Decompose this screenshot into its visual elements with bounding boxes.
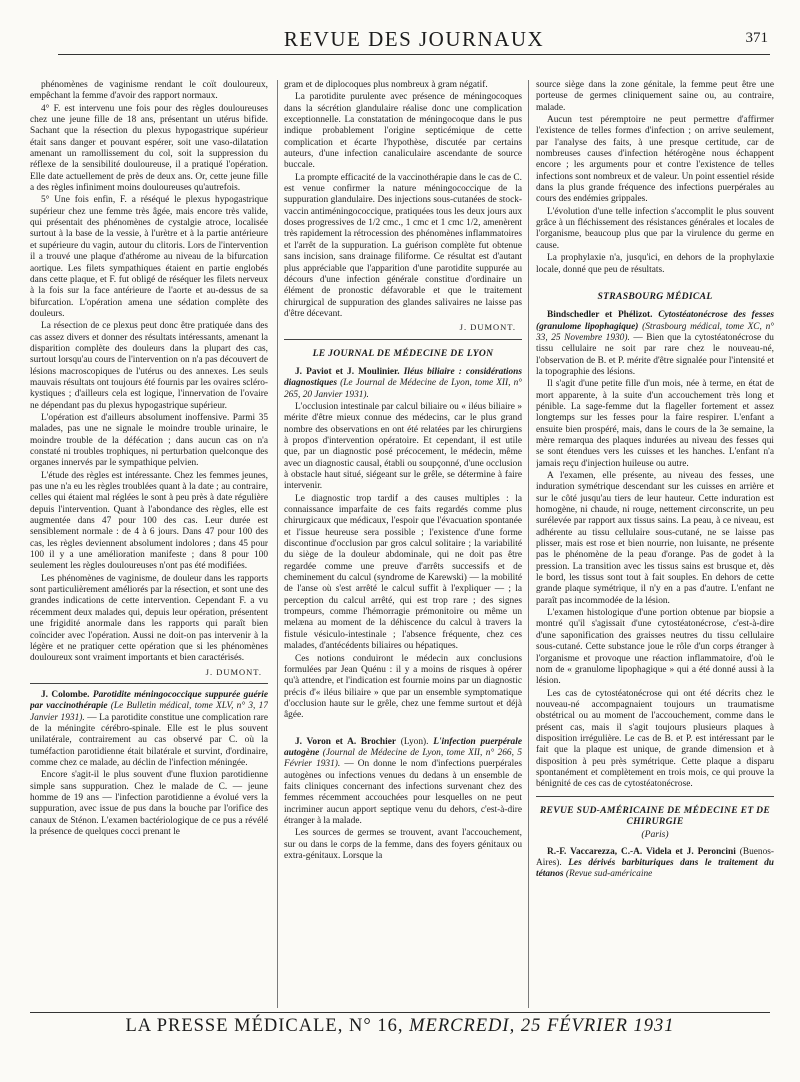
body-paragraph: La prompte efficacité de la vaccinothérapie dans le cas de C. est venue confirmer la nature méningococcique de la suppuration glandulaire. Des injections sous-cutanées de stock-vaccin antiméningococcique, pratiquées tous les deux jours aux doses progressives de 1/2 cmc., 1 cmc et 1 cmc 1/2, amenèrent très rapidement la rétrocession des phénomènes inflammatoires et l'arrêt de la suppuration. La guérison complète fut obtenue sans incision, sans drainage filiforme. Ce résultat est d'autant plus appréciable que l'apparition d'une parotidite suppurée au décours d'une infection générale constitue d'ordinaire un élément de pronostic défavorable et que le traitement chirurgical de suppuration des glandes salivaires ne laisse pas d'être décevant. [284, 172, 522, 319]
divider [536, 281, 774, 283]
divider [30, 683, 268, 684]
article-author: J. Paviot et J. Moulinier. [295, 366, 400, 377]
article-title: Parotidite méningococcique suppurée guérie par vaccinothérapie [30, 689, 268, 712]
body-paragraph: Encore s'agit-il le plus souvent d'une fluxion parotidienne simple sans suppuration. Chez le malade de C. — jeune homme de 19 ans — l'infection parotidienne a évolué vers la suppuration, avec issue de pus dans la bouche par l'orifice des canaux de Sténon. L'examen bactériologique de ce pus a révélé la présence de quelques cocci prenant le [30, 770, 268, 837]
page-header [58, 24, 770, 55]
article-source: (Le Journal de Médecine de Lyon, tome XII, n° 265, 20 Janvier 1931). [284, 378, 522, 400]
body-paragraph: source siège dans la zone génitale, la femme peut être une porteuse de germes cliniquement saine ou, au contraire, malade. [536, 80, 774, 113]
journal-heading: LE JOURNAL DE MÉDECINE DE LYON [312, 347, 494, 359]
body-paragraph: 5° Une fois enfin, F. a réséqué le plexus hypogastrique supérieur chez une femme très âgée, mais encore très valide, qui présentait des phénomènes de cystalgie atroce, localisée surtout à la base de la vessie, à l'urètre et à la partie antérieure et supérieure du vagin, autour du clitoris. Lors de l'intervention il a trouvé une plaque d'athérome au niveau de la bifurcation aortique. Les filets sympathiques étaient en partie englobés dans cette plaque, et F. fut obligé de réséquer les filets nerveux à la fois sur la face antérieure de l'aorte et au-dessus de sa bifurcation. L'opération amena une sédation complète des douleurs. [30, 195, 268, 319]
signature: J. DUMONT. [459, 322, 516, 333]
body-paragraph: L'évolution d'une telle infection s'accomplit le plus souvent grâce à un fléchissement des résistances générales et locales de l'organisme, beaucoup plus que par la virulence du germe en cause. [536, 206, 774, 251]
divider [284, 339, 522, 340]
body-paragraph: Les sources de germes se trouvent, avant l'accouchement, sur ou dans le corps de la femme, dans des foyers génitaux ou extra-génitaux. Lorsque la [284, 828, 522, 861]
article-author: J. Colombe. [41, 689, 90, 700]
article-author: Bindschedler et Phélizot. [547, 310, 653, 321]
article-heading [284, 737, 522, 828]
body-paragraph: Les cas de cytostéatonécrose qui ont été décrits chez le nouveau-né accompagnaient toujours un traumatisme obstétrical ou au moment de l'accouchement, comme dans le présent cas, mais il s'agit toujours plusieurs plaques à disposition irrégulière. Le cas de B. et P. est intéressant par le fait que la plaque est unique, de grande dimension et à disposition à peu près symétrique. Cette plaque a disparu spontanément et complètement en trois mois, ce qui prouve la bénignité de ces cas de cytostéatonécrose. [536, 688, 774, 790]
article-source: (Le Bulletin médical, tome XLV, n° 3, 17 Janvier 1931). [30, 701, 268, 723]
page-footer [30, 1012, 770, 1037]
body-paragraph: — On donne le nom d'infections puerpérales autogènes ou infections venues du dedans à un ensemble de faits cliniques concernant des infections survenant chez des femmes récemment accouchées pour lesquelles on ne peut incriminer aucun apport septique venu du dehors, c'est-à-dire étranger à la malade. [284, 759, 522, 826]
article-author: J. Voron et A. Brochier [295, 736, 396, 747]
body-paragraph: phénomènes de vaginisme rendant le coït douloureux, empêchant la femme d'avoir des rapport normaux. [30, 80, 268, 102]
article-source: (Strasbourg médical, tome XC, n° 33, 25 Novembre 1930). [536, 321, 774, 343]
article-title: Les dérivés barbituriques dans le traitement du tétanos [536, 858, 774, 880]
body-paragraph: Ces notions conduiront le médecin aux conclusions formulées par Jean Quénu : il y a moins de risques à opérer qu'à attendre, et l'indication est fournie moins par un diagnostic précis d'« iléus biliaire » que par un ensemble symptomatique d'occlusion haute sur le grêle, chez une femme surtout et déjà âgée. [284, 653, 522, 721]
article-title: Cytostéatonécrose des fesses (granulome lipophagique) [536, 310, 774, 332]
footer-journal: LA PRESSE MÉDICALE, N° 16, [125, 1016, 404, 1036]
body-paragraph: Aucun test péremptoire ne peut permettre d'affirmer l'existence de telles formes d'infection ; on arrive seulement, par l'analyse des faits, à une presque certitude, car de nombreuses causes d'infection hétérogène nous échappent encore ; les arguments pour et contre l'existence de telles infections sont nombreux et de valeur. Un point essentiel réside dans la plus grande fréquence des infections puerpérales au cours des endémies grippales. [536, 115, 774, 205]
column-rule [277, 80, 278, 1008]
page-number: 371 [745, 30, 768, 46]
body-paragraph: — La parotidite constitue une complication rare de la méningite cérébro-spinale. Elle est le plus souvent unilatérale, contrairement au cas observé par C. où la tuméfaction parotidienne était bilatérale et survint, d'ordinaire, comme chez ce malade, au déclin de l'infection méningée. [30, 712, 268, 768]
journal-heading: REVUE SUD-AMÉRICAINE DE MÉDECINE ET DE CHIRURGIE [539, 804, 771, 827]
signature: J. DUMONT. [205, 666, 262, 677]
author-city: (Lyon). [400, 736, 429, 747]
body-paragraph: A l'examen, elle présente, au niveau des fesses, une induration symétrique descendant sur les cuisses en arrière et sur le côté jusqu'au tiers de leur hauteur. Cette induration est homogène, ni chaude, ni rouge, nettement circonscrite, un peu surélevée par rapport aux tissus sains. La peau, à ce niveau, est adhérente au tissu cellulaire sous-cutané, ne se laisse pas plisser, mais est rose et bien nourrie, non luisante, ne présente pas le phénomène de la peau d'orange. Pas de godet à la pression. La transition avec les tissus sains est brusque et, dès le bord, les tissus sont tout à fait souples. En dehors de cette grande plaque symétrique, il n'y en a pas d'autre. L'enfant ne paraît pas incommodée de la lésion. [536, 471, 774, 606]
article-source: (Journal de Médecine de Lyon, tome XII, n° 266, 5 Février 1931). [284, 747, 522, 770]
footer-line [30, 1016, 770, 1037]
body-paragraph: L'étude des règles est intéressante. Chez les femmes jeunes, pas une n'a eu les règles troublées quant à la date ; au contraire, celles qui étaient mal réglées le sont à peu près à date régulière depuis l'intervention. Quant à l'abondance des règles, elle est augmentée dans 47 pour 100 des cas. Leur durée est sensiblement normale : de 4 à 6 jours. Dans 47 pour 100 des cas, les règles deviennent absolument indolores ; dans 45 pour 100 il y a une amélioration manifeste ; dans 8 pour 100 seulement les règles douloureuses n'ont pas été modifiées. [30, 470, 268, 572]
article-author: R.-F. Vaccarezza, C.-A. Videla et J. Peroncini [547, 846, 736, 857]
divider [536, 796, 774, 797]
body-paragraph: L'opération est d'ailleurs absolument inoffensive. Parmi 35 malades, pas une ne signale le moindre trouble urinaire, le moindre trouble de la défécation ; dans aucun cas on n'a constaté ni troubles trophiques, ni perturbation quelconque des organes innervés par le sympathique pelvien. [30, 412, 268, 469]
body-paragraph: Les phénomènes de vaginisme, de douleur dans les rapports sont particulièrement améliorés par la résection, et sont une des grandes indications de cette intervention. Cependant F. a vu récemment deux malades qui, depuis leur opération, présentent une frigidité anormale dans les rapports qui paraît bien coïncider avec l'opération. Aussi ne doit-on pas intervenir à la légère et ne pratiquer cette opération que si les phénomènes douloureux sont vraiment importants et bien caractérisés. [30, 573, 268, 664]
column-3 [536, 80, 774, 1008]
body-paragraph: L'occlusion intestinale par calcul biliaire ou « iléus biliaire » mérite d'être mieux connue des médecins, car le plus grand nombre des observations en ont été relatées par les chirurgiens à propos d'intervention opératoire. Et cependant, il est utile que, par un diagnostic posé précocement, le médecin, même avec un diagnostic causal, établi ou soupçonné, d'une occlusion à obstacle haut situé, siégeant sur le grêle, se détermine à faire intervenir. [284, 401, 522, 492]
body-paragraph: — Bien que la cytostéatonécrose du tissu cellulaire ne soit par rare chez le nouveau-né, l'observation de B. et P. mérite d'être signalée pour l'intensité et la topographie des lésions. [536, 332, 774, 377]
journal-heading: STRASBOURG MÉDICAL [597, 290, 713, 302]
column-1 [30, 80, 268, 1008]
article-heading [536, 847, 774, 881]
author-city: (Buenos-Aires). [536, 846, 774, 868]
body-paragraph: Il s'agit d'une petite fille d'un mois, née à terme, en état de mort apparente, à la suite d'un accouchement très long et pénible. La sage-femme dut la flageller fortement et assez longtemps sur les fesses pour la faire respirer. L'enfant a ensuite bien prospéré, mais, dans le cours de la 3e semaine, la mère remarqua des plaques indurées au niveau des fesses qui se sont étendues vers les cuisses et les hanches. L'enfant n'a jamais reçu d'injection huileuse ou autre. [536, 379, 774, 469]
article-source: (Revue sud-américaine [565, 869, 653, 880]
footer-date: MERCREDI, 25 FÉVRIER 1931 [409, 1016, 675, 1036]
article-heading [536, 310, 774, 378]
article-heading [30, 690, 268, 769]
body-paragraph: L'examen histologique d'une portion obtenue par biopsie a montré qu'il s'agissait d'une cytostéatonécrose, c'est-à-dire d'une saponification des graisses neutres du tissu cellulaire sous-cutané. Cette substance joue le rôle d'un corps étranger à l'organisme et provoque une réaction inflammatoire, d'où le nom de « granulome lipophagique » qui a été donné aussi à la lésion. [536, 608, 774, 687]
body-paragraph: La prophylaxie n'a, jusqu'ici, en dehors de la prophylaxie locale, donné que peu de résultats. [536, 253, 774, 275]
article-title: L'infection puerpérale autogène [284, 736, 522, 758]
column-rule [528, 80, 529, 1008]
article-title: Iléus biliaire : considérations diagnostiques [284, 366, 522, 389]
body-paragraph: gram et de diplocoques plus nombreux à gram négatif. [284, 80, 488, 90]
running-title: REVUE DES JOURNAUX [283, 27, 545, 51]
body-paragraph: 4° F. est intervenu une fois pour des règles douloureuses chez une jeune fille de 18 ans, présentant un utérus bifide. Sachant que la résection du plexus hypogastrique supérieur était sans danger et pouvant espérer, soit une vaso-dilatation amenant un ramollissement du col, soit la suppression du réflexe de la sensibilité douloureuse, il a pratiqué l'opération. Elle date actuellement de près de deux ans. Or, cette jeune fille a des règles infiniment moins douloureuses qu'autrefois. [30, 103, 268, 194]
body-paragraph: La parotidite purulente avec présence de méningocoques dans la sécrétion glandulaire réalise donc une complication exceptionnelle. La constatation de méningocoque dans le pus indique probablement l'origine septicémique de cette complication et écarte l'hypothèse, discutée par certains auteurs, d'une infection canaliculaire ascendante de source buccale. [284, 92, 522, 171]
article-heading [284, 367, 522, 401]
body-paragraph: La résection de ce plexus peut donc être pratiquée dans des cas assez divers et donner des résultats intéressants, amenant la disparition complète des douleurs dans la plupart des cas, surtout lorsqu'au cours de l'intervention on n'a pas découvert de lésions macroscopiques de l'utérus ou des annexes. Les seuls mauvais résultats ont toujours été fournis par les ovaires scléro-kystiques ; d'ailleurs cela est logique, l'innervation de l'ovaire ne dépendant pas du plexus hypogastrique supérieur. [30, 321, 268, 411]
journal-city: (Paris) [641, 829, 669, 841]
column-2 [284, 80, 522, 1008]
body-paragraph: Le diagnostic trop tardif a des causes multiples : la connaissance imparfaite de ces faits regardés comme plus chirurgicaux que médicaux, l'espoir que l'évacuation spontanée et l'issue heureuse sera possible ; l'existence d'une forme discontinue d'occlusion par gros calcul solitaire ; la variabilité du siège de la douleur abdominale, qui ne doit pas être regardée comme une preuve d'arrêts successifs et de cheminement du calcul (syndrome de Karewski) — la mobilité de l'anse où s'est arrêté le calcul suffit à l'expliquer — ; la perception du calcul arrêté, qui est trop rare ; des signes trompeurs, comme l'hémorragie prémonitoire ou même un melæna au moment de la déhiscence du calcul à travers la fistule vésiculo-intestinale ; l'absence fréquente, chez ces malades, d'antécédents biliaires ou hépatiques. [284, 493, 522, 652]
divider [284, 727, 522, 731]
